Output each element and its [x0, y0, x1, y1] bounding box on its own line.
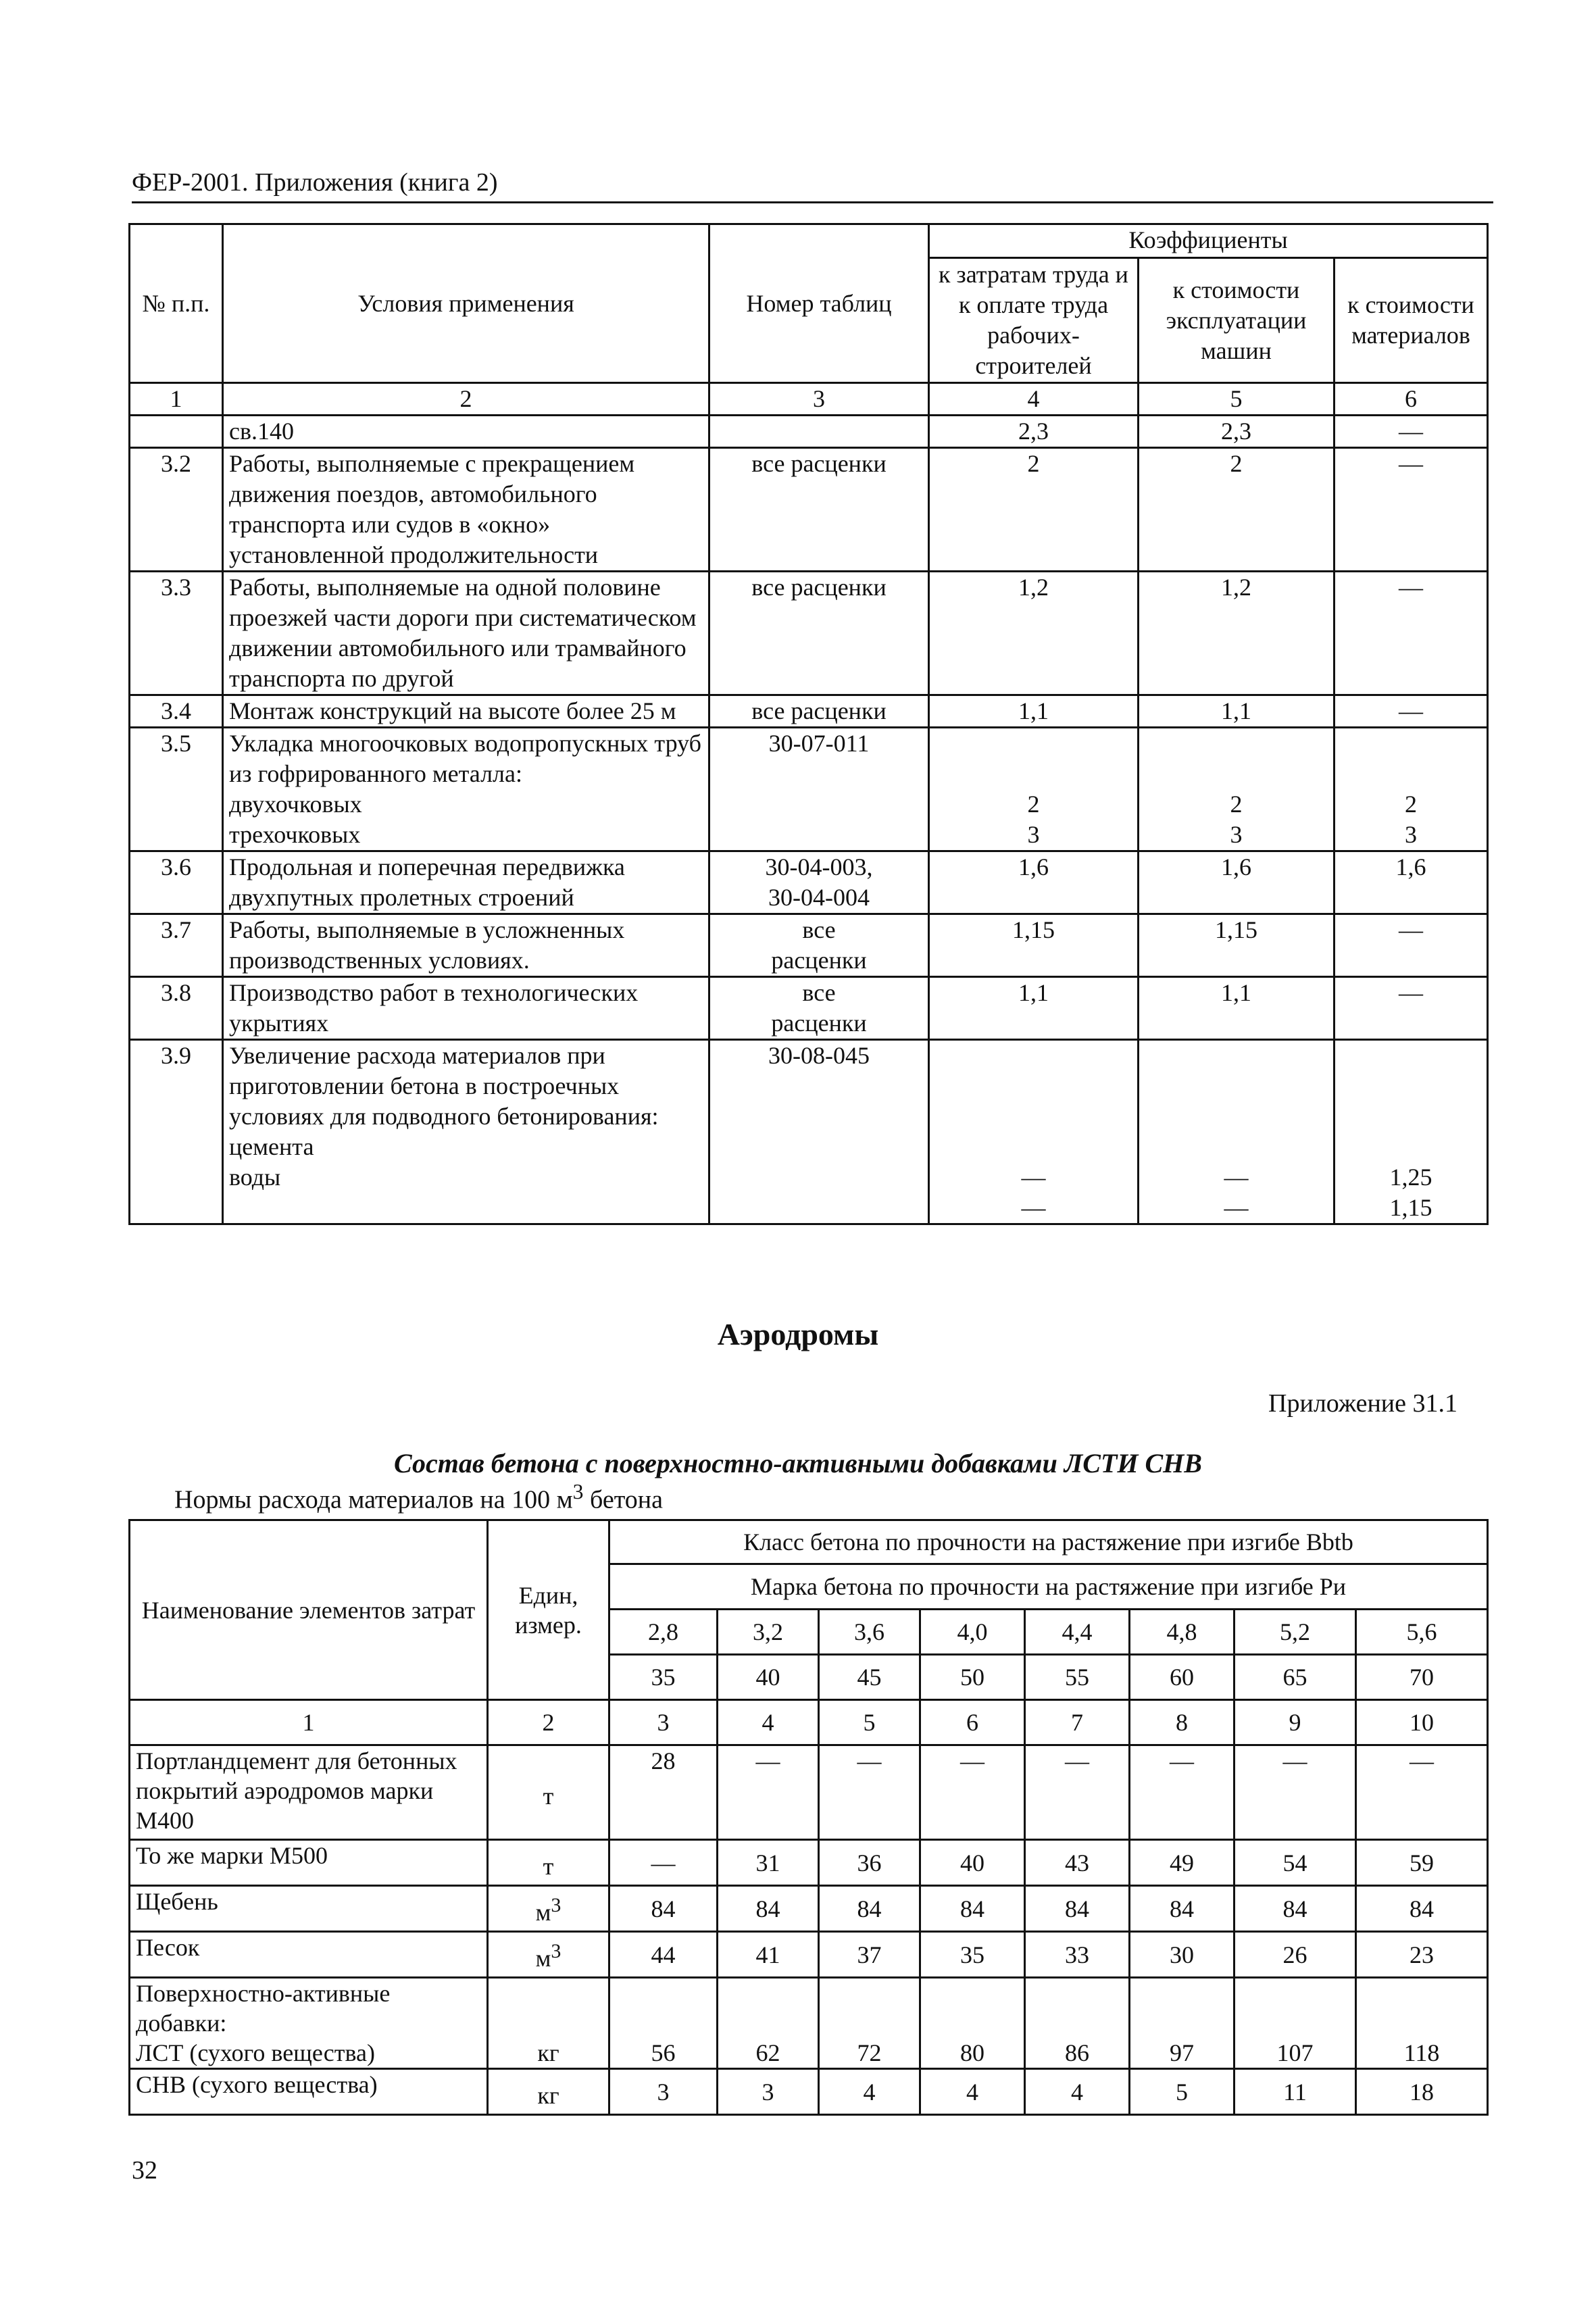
row-value: — — [1130, 1745, 1235, 1840]
row-value: 43 — [1025, 1840, 1130, 1886]
row-conditions: Работы, выполняемые с прекращением движения поездов, автомобильного транспорта или судов в «окно» установленной продолжительности — [223, 448, 709, 572]
row-value: 26 — [1235, 1932, 1356, 1978]
row-unit — [488, 2069, 609, 2115]
row-value: — — [920, 1745, 1025, 1840]
row-unit-text: т — [543, 1782, 554, 1810]
row-number: 3.2 — [130, 448, 223, 572]
row-value: 84 — [1235, 1886, 1356, 1932]
header-coefficients: Коэффициенты — [929, 224, 1488, 258]
column-number: 6 — [920, 1700, 1025, 1745]
row-conditions: Работы, выполняемые на одной половине проезжей части дороги при систематическом движении автомобильного или трамвайного транспорта по другой — [223, 572, 709, 695]
table-row — [130, 1978, 1488, 2069]
row-labor-coef: 1,6 — [929, 851, 1139, 914]
row-value: 30 — [1130, 1932, 1235, 1978]
column-number: 5 — [819, 1700, 920, 1745]
page-number: 32 — [132, 2156, 157, 2185]
row-number: 3.5 — [130, 728, 223, 851]
section-title: Аэродромы — [717, 1317, 879, 1351]
row-element-name: Щебень — [130, 1886, 488, 1932]
row-value: 84 — [819, 1886, 920, 1932]
grade-value: 60 — [1130, 1655, 1235, 1700]
row-machines-coef: 1,1 — [1139, 695, 1335, 728]
row-value: — — [1235, 1745, 1356, 1840]
row-tables: 30-07-011 — [709, 728, 929, 851]
row-element-name: То же марки М500 — [130, 1840, 488, 1886]
row-number: 3.3 — [130, 572, 223, 695]
row-machines-coef: — — — [1139, 1040, 1335, 1224]
column-number: 2 — [223, 383, 709, 416]
row-element-name: СНВ (сухого вещества) — [130, 2069, 488, 2115]
table2-title: Состав бетона с поверхностно-активными добавками ЛСТИ СНВ — [394, 1448, 1202, 1478]
row-tables: все расценки — [709, 448, 929, 572]
column-number: 8 — [1130, 1700, 1235, 1745]
column-number: 7 — [1025, 1700, 1130, 1745]
header-unit: Един, измер. — [488, 1520, 609, 1700]
norms-suffix: бетона — [583, 1485, 664, 1514]
row-tables: 30-04-003, 30-04-004 — [709, 851, 929, 914]
table-row — [130, 851, 1488, 914]
class-value: 4,0 — [920, 1610, 1025, 1655]
row-labor-coef: 1,1 — [929, 977, 1139, 1040]
row-value: 28 — [609, 1745, 718, 1840]
column-number: 4 — [929, 383, 1139, 416]
table-row — [130, 572, 1488, 695]
row-value: 97 — [1130, 1978, 1235, 2069]
row-value: 11 — [1235, 2069, 1356, 2115]
grade-value: 35 — [609, 1655, 718, 1700]
table-row — [130, 448, 1488, 572]
row-value: 84 — [1025, 1886, 1130, 1932]
row-value: 118 — [1356, 1978, 1488, 2069]
row-unit-text: м — [535, 1944, 551, 1972]
row-value: 3 — [718, 2069, 819, 2115]
table-row — [130, 416, 1488, 448]
class-value: 3,6 — [819, 1610, 920, 1655]
row-tables: все расценки — [709, 572, 929, 695]
row-materials-coef: 2 3 — [1335, 728, 1488, 851]
row-labor-coef: 2 3 — [929, 728, 1139, 851]
row-conditions: св.140 — [223, 416, 709, 448]
row-value: 84 — [1130, 1886, 1235, 1932]
class-value: 5,2 — [1235, 1610, 1356, 1655]
row-value: 84 — [1356, 1886, 1488, 1932]
row-value: 84 — [718, 1886, 819, 1932]
column-number: 10 — [1356, 1700, 1488, 1745]
row-number: 3.9 — [130, 1040, 223, 1224]
row-tables: все расценки — [709, 977, 929, 1040]
row-value: — — [609, 1840, 718, 1886]
header-materials: к стоимости материалов — [1335, 258, 1488, 383]
row-value: 59 — [1356, 1840, 1488, 1886]
row-machines-coef: 1,6 — [1139, 851, 1335, 914]
row-conditions: Монтаж конструкций на высоте более 25 м — [223, 695, 709, 728]
row-number: 3.6 — [130, 851, 223, 914]
grade-value: 65 — [1235, 1655, 1356, 1700]
row-tables — [709, 416, 929, 448]
column-number: 4 — [718, 1700, 819, 1745]
row-machines-coef: 2,3 — [1139, 416, 1335, 448]
table-row — [130, 1932, 1488, 1978]
row-materials-coef: 1,25 1,15 — [1335, 1040, 1488, 1224]
row-value: 49 — [1130, 1840, 1235, 1886]
header-table-numbers: Номер таблиц — [709, 224, 929, 383]
row-value: 72 — [819, 1978, 920, 2069]
row-value: 35 — [920, 1932, 1025, 1978]
row-element-name: Поверхностно-активные добавки: ЛСТ (сухого вещества) — [130, 1978, 488, 2069]
row-unit-text: кг — [537, 2039, 559, 2066]
row-value: 62 — [718, 1978, 819, 2069]
row-conditions: Укладка многоочковых водопропускных труб из гофрированного металла: двухочковых трехочковых — [223, 728, 709, 851]
row-value: 41 — [718, 1932, 819, 1978]
row-value: — — [819, 1745, 920, 1840]
row-value: — — [1025, 1745, 1130, 1840]
row-value: 86 — [1025, 1978, 1130, 2069]
column-number: 3 — [709, 383, 929, 416]
header-class: Класс бетона по прочности на растяжение при изгибе Bbtb — [609, 1520, 1488, 1564]
row-value: 4 — [1025, 2069, 1130, 2115]
row-machines-coef: 1,1 — [1139, 977, 1335, 1040]
row-value: 84 — [920, 1886, 1025, 1932]
row-unit — [488, 1978, 609, 2069]
class-value: 3,2 — [718, 1610, 819, 1655]
table-row — [130, 1886, 1488, 1932]
class-value: 5,6 — [1356, 1610, 1488, 1655]
row-unit — [488, 1886, 609, 1932]
row-tables: 30-08-045 — [709, 1040, 929, 1224]
row-value: 4 — [920, 2069, 1025, 2115]
header-element: Наименование элементов затрат — [130, 1520, 488, 1700]
row-conditions: Увеличение расхода материалов при приготовлении бетона в построечных условиях для подводного бетонирования: цемента воды — [223, 1040, 709, 1224]
header-conditions: Условия применения — [223, 224, 709, 383]
row-unit-text: кг — [537, 2081, 559, 2109]
row-number: 3.4 — [130, 695, 223, 728]
row-value: 80 — [920, 1978, 1025, 2069]
table-row — [130, 1840, 1488, 1886]
coefficients-table — [128, 223, 1489, 1225]
column-number: 1 — [130, 383, 223, 416]
row-value: 84 — [609, 1886, 718, 1932]
row-materials-coef: — — [1335, 572, 1488, 695]
header-machines: к стоимости эксплуатации машин — [1139, 258, 1335, 383]
class-value: 4,4 — [1025, 1610, 1130, 1655]
row-machines-coef: 2 3 — [1139, 728, 1335, 851]
row-value: 3 — [609, 2069, 718, 2115]
norms-prefix: Нормы расхода материалов на 100 м — [174, 1485, 573, 1514]
column-numbers-row — [130, 1700, 1488, 1745]
row-number — [130, 416, 223, 448]
row-materials-coef: — — [1335, 977, 1488, 1040]
row-labor-coef: 1,1 — [929, 695, 1139, 728]
grade-value: 70 — [1356, 1655, 1488, 1700]
row-conditions: Производство работ в технологических укрытиях — [223, 977, 709, 1040]
row-unit-sup: 3 — [551, 1893, 562, 1916]
row-value: 23 — [1356, 1932, 1488, 1978]
row-unit — [488, 1932, 609, 1978]
row-machines-coef: 1,2 — [1139, 572, 1335, 695]
row-value: 44 — [609, 1932, 718, 1978]
running-head: ФЕР-2001. Приложения (книга 2) — [132, 168, 1493, 203]
table-row — [130, 728, 1488, 851]
row-value: 56 — [609, 1978, 718, 2069]
norms-caption — [174, 1480, 663, 1515]
column-number: 3 — [609, 1700, 718, 1745]
row-unit — [488, 1840, 609, 1886]
row-value: — — [1356, 1745, 1488, 1840]
table-row — [130, 1745, 1488, 1840]
row-value: 4 — [819, 2069, 920, 2115]
row-labor-coef: 2 — [929, 448, 1139, 572]
table-row — [130, 695, 1488, 728]
header-grade: Марка бетона по прочности на растяжение при изгибе Ри — [609, 1564, 1488, 1610]
row-value: 54 — [1235, 1840, 1356, 1886]
row-tables: все расценки — [709, 914, 929, 977]
row-value: — — [718, 1745, 819, 1840]
grade-value: 55 — [1025, 1655, 1130, 1700]
row-machines-coef: 1,15 — [1139, 914, 1335, 977]
row-labor-coef: 2,3 — [929, 416, 1139, 448]
row-value: 31 — [718, 1840, 819, 1886]
row-materials-coef: — — [1335, 695, 1488, 728]
column-number: 6 — [1335, 383, 1488, 416]
row-unit-sup: 3 — [551, 1939, 562, 1962]
row-unit — [488, 1745, 609, 1840]
table-row — [130, 1040, 1488, 1224]
table-row — [130, 914, 1488, 977]
column-number: 1 — [130, 1700, 488, 1745]
row-value: 107 — [1235, 1978, 1356, 2069]
header-labor: к затратам труда и к оплате труда рабочих-строителей — [929, 258, 1139, 383]
row-labor-coef: 1,15 — [929, 914, 1139, 977]
class-value: 2,8 — [609, 1610, 718, 1655]
table-row — [130, 2069, 1488, 2115]
row-value: 18 — [1356, 2069, 1488, 2115]
appendix-label: Приложение 31.1 — [1268, 1389, 1457, 1418]
row-conditions: Работы, выполняемые в усложненных производственных условиях. — [223, 914, 709, 977]
row-value: 40 — [920, 1840, 1025, 1886]
row-labor-coef: 1,2 — [929, 572, 1139, 695]
row-machines-coef: 2 — [1139, 448, 1335, 572]
row-value: 36 — [819, 1840, 920, 1886]
row-materials-coef: — — [1335, 914, 1488, 977]
grade-value: 40 — [718, 1655, 819, 1700]
norms-sup: 3 — [572, 1480, 584, 1503]
grade-value: 50 — [920, 1655, 1025, 1700]
row-number: 3.8 — [130, 977, 223, 1040]
row-element-name: Портландцемент для бетонных покрытий аэродромов марки М400 — [130, 1745, 488, 1840]
row-value: 5 — [1130, 2069, 1235, 2115]
row-unit-text: т — [543, 1852, 554, 1880]
row-value: 37 — [819, 1932, 920, 1978]
row-number: 3.7 — [130, 914, 223, 977]
column-number: 2 — [488, 1700, 609, 1745]
row-value: 33 — [1025, 1932, 1130, 1978]
row-conditions: Продольная и поперечная передвижка двухпутных пролетных строений — [223, 851, 709, 914]
row-materials-coef: — — [1335, 416, 1488, 448]
column-number: 9 — [1235, 1700, 1356, 1745]
row-materials-coef: 1,6 — [1335, 851, 1488, 914]
column-number: 5 — [1139, 383, 1335, 416]
concrete-composition-table — [128, 1519, 1489, 2116]
row-tables: все расценки — [709, 695, 929, 728]
row-unit-text: м — [535, 1898, 551, 1926]
row-labor-coef: — — — [929, 1040, 1139, 1224]
row-materials-coef: — — [1335, 448, 1488, 572]
row-element-name: Песок — [130, 1932, 488, 1978]
table-row — [130, 977, 1488, 1040]
grade-value: 45 — [819, 1655, 920, 1700]
class-value: 4,8 — [1130, 1610, 1235, 1655]
header-num: № п.п. — [130, 224, 223, 383]
column-numbers-row — [130, 383, 1488, 416]
